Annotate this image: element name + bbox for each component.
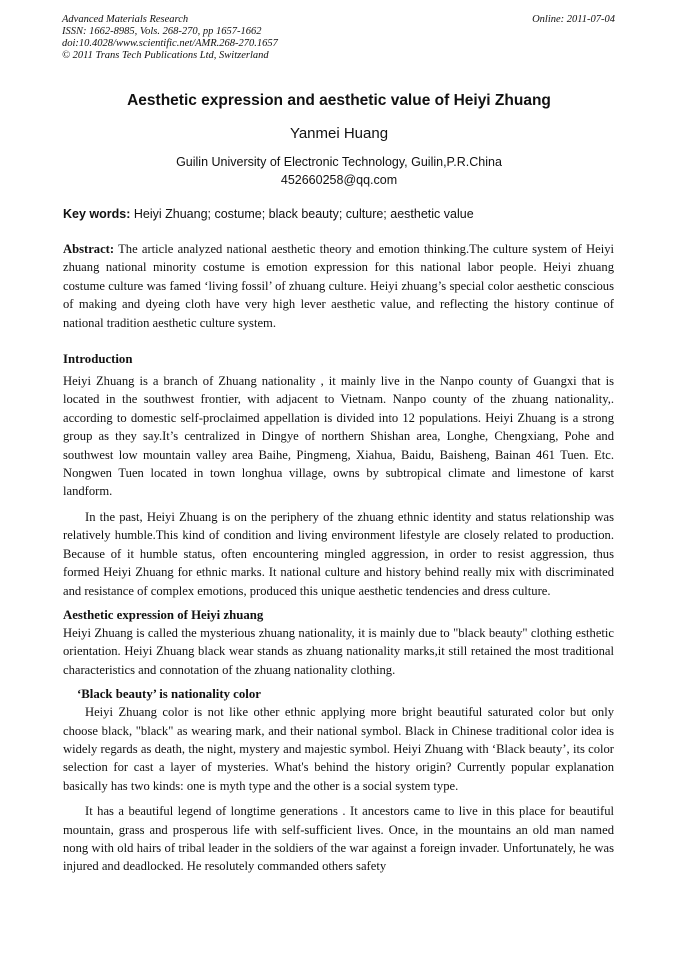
intro-paragraph-2: In the past, Heiyi Zhuang is on the periphery of the zhuang ethnic identity and status relationship was relatively humble.This kind of condition and living environment lifestyle are closely related to production. Because of it humble status, often encountering mingled aggression, in order to resist aggression, thus formed Heiyi Zhuang for ethnic marks. It national culture and history behind really mix with discriminated and resistance of complex emotions, produced this unique aesthetic tendencies and dress culture. bbox=[63, 509, 614, 598]
journal-info bbox=[62, 14, 278, 62]
copyright-line: © 2011 Trans Tech Publications Ltd, Switzerland bbox=[62, 50, 269, 61]
subsection-heading-black-beauty: ‘Black beauty’ is nationality color bbox=[77, 687, 261, 702]
keywords-text: Heiyi Zhuang; costume; black beauty; culture; aesthetic value bbox=[133, 207, 474, 221]
online-date: Online: 2011-07-04 bbox=[532, 14, 615, 25]
affiliation: Guilin University of Electronic Technology, Guilin,P.R.China bbox=[176, 155, 502, 169]
black-beauty-paragraph-2: It has a beautiful legend of longtime generations . It ancestors came to live in this place for beautiful mountain, grass and prosperous life with self-sufficient lives. Once, in the mountains an old man named nong with old hairs of tribal leader in the soldiers of the war against a foreign invader. Unfortunately, he was injured and deadlocked. He resolutely commanded others safety bbox=[63, 804, 614, 874]
author-email: 452660258@qq.com bbox=[280, 173, 398, 187]
black-beauty-paragraph-1: Heiyi Zhuang color is not like other ethnic applying more bright beautiful saturated color but only choose black, "black" as wearing mark, and their national symbol. Black in Chinese traditional color idea is widely regards as death, the night, mystery and majestic symbol. Heiyi Zhuang with ‘Black beauty’, its color selection for cast a layer of mysteries. What's behind the history origin? Currently popular explanation basically has two kinds: one is myth type and the other is a social system type. bbox=[63, 705, 614, 793]
paper-body bbox=[63, 206, 614, 876]
paper-title: Aesthetic expression and aesthetic value of Heiyi Zhuang bbox=[127, 92, 551, 109]
abstract-label: Abstract: bbox=[63, 242, 115, 256]
doi-line: doi:10.4028/www.scientific.net/AMR.268-270.1657 bbox=[62, 38, 278, 49]
issn-line: ISSN: 1662-8985, Vols. 268-270, pp 1657-1662 bbox=[62, 26, 262, 37]
intro-paragraph-1: Heiyi Zhuang is a branch of Zhuang nationality , it mainly live in the Nanpo county of Guangxi that is located in the southwest frontier, with adjacent to Vietnam. Nanpo county of the zhuang nationality,. according to domestic self-proclaimed appellation is divided into 12 populations. Heiyi Zhuang is a strong group as they say.It’s centralized in Dingye of northern Shishan area, Longhe, Chengxiang, Pohe and southwest low mountain valley area Baihe, Pingmeng, Xiahua, Baidu, Baisheng, Bainan 461 Tuen. Etc. Nongwen Tuen located in town longhua village, owns by subtropical climate and limestone of karst landform. bbox=[63, 374, 614, 499]
author-name: Yanmei Huang bbox=[289, 125, 389, 142]
section-heading-aesthetic-expression: Aesthetic expression of Heiyi zhuang bbox=[63, 607, 264, 622]
journal-name: Advanced Materials Research bbox=[62, 14, 189, 25]
abstract bbox=[63, 240, 614, 332]
keywords bbox=[63, 206, 614, 222]
keywords-label: Key words: bbox=[63, 207, 131, 221]
aesthetic-paragraph: Heiyi Zhuang is called the mysterious zhuang nationality, it is mainly due to "black beauty" clothing esthetic orientation. Heiyi Zhuang black wear stands as zhuang nationality marks,it still retained the most traditional characteristics and connotation of the zhuang nationality clothing. bbox=[63, 625, 614, 677]
author-affiliation bbox=[0, 153, 678, 189]
abstract-text: The article analyzed national aesthetic theory and emotion thinking.The culture system of Heiyi zhuang national minority costume is emotion expression for this national labor people. Heiyi zhuang costume culture was famed ‘living fossil’ of zhuang culture. Heiyi zhuang’s special color aesthetic conscious of making and dyeing cloth have very high lever aesthetic value, and reflecting the history continue of national tradition aesthetic culture system. bbox=[63, 242, 615, 330]
section-heading-introduction: Introduction bbox=[63, 352, 133, 367]
